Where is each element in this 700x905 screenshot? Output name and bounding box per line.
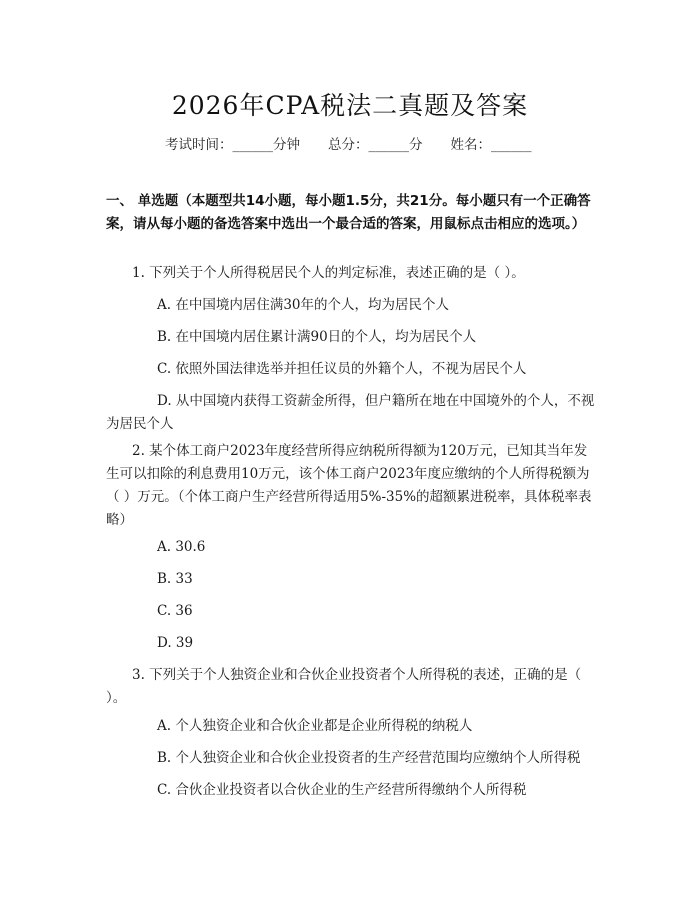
question-1-option-b[interactable]: B. 在中国境内居住累计满90日的个人，均为居民个人 — [157, 329, 477, 345]
total-score-field: 总分：______分 — [328, 137, 423, 153]
page-title: 2026年CPA税法二真题及答案 — [171, 91, 529, 120]
question-2-option-d[interactable]: D. 39 — [157, 635, 194, 651]
question-3-option-c[interactable]: C. 合伙企业投资者以合伙企业的生产经营所得缴纳个人所得税 — [157, 782, 527, 798]
exam-time-field: 考试时间：______分钟 — [165, 137, 300, 153]
question-1-stem: 1. 下列关于个人所得税居民个人的判定标准，表述正确的是（ ）。 — [132, 265, 525, 281]
question-2-stem: 2. 某个体工商户2023年度经营所得应纳税所得额为120万元，已知其当年发生可以扣除的利息费用10万元，该个体工商户2023年度应缴纳的个人所得税额为（ ）万元。（个体工商户生产经营所得适用5%-35%的超额累进税率，具体税率表略） — [106, 443, 592, 528]
question-1-option-a[interactable]: A. 在中国境内居住满30年的个人，均为居民个人 — [157, 297, 450, 313]
question-3-stem: 3. 下列关于个人独资企业和合伙企业投资者个人所得税的表述，正确的是（ ）。 — [106, 667, 582, 706]
name-field: 姓名：______ — [450, 137, 532, 153]
section-heading: 一、 单选题（本题型共14小题，每小题1.5分，共21分。每小题只有一个正确答案，请从每小题的备选答案中选出一个最合适的答案，用鼠标点击相应的选项。） — [106, 193, 591, 232]
question-2-option-a[interactable]: A. 30.6 — [157, 539, 206, 555]
question-1-option-c[interactable]: C. 依照外国法律选举并担任议员的外籍个人，不视为居民个人 — [157, 361, 527, 377]
question-1-option-d[interactable]: D. 从中国境内获得工资薪金所得，但户籍所在地在中国境外的个人，不视为居民个人 — [106, 393, 595, 432]
question-3-option-b[interactable]: B. 个人独资企业和合伙企业投资者的生产经营范围均应缴纳个人所得税 — [157, 750, 581, 766]
question-2-option-c[interactable]: C. 36 — [157, 603, 193, 619]
question-3-option-a[interactable]: A. 个人独资企业和合伙企业都是企业所得税的纳税人 — [157, 718, 473, 734]
question-2-option-b[interactable]: B. 33 — [157, 571, 193, 587]
exam-meta — [165, 133, 560, 153]
